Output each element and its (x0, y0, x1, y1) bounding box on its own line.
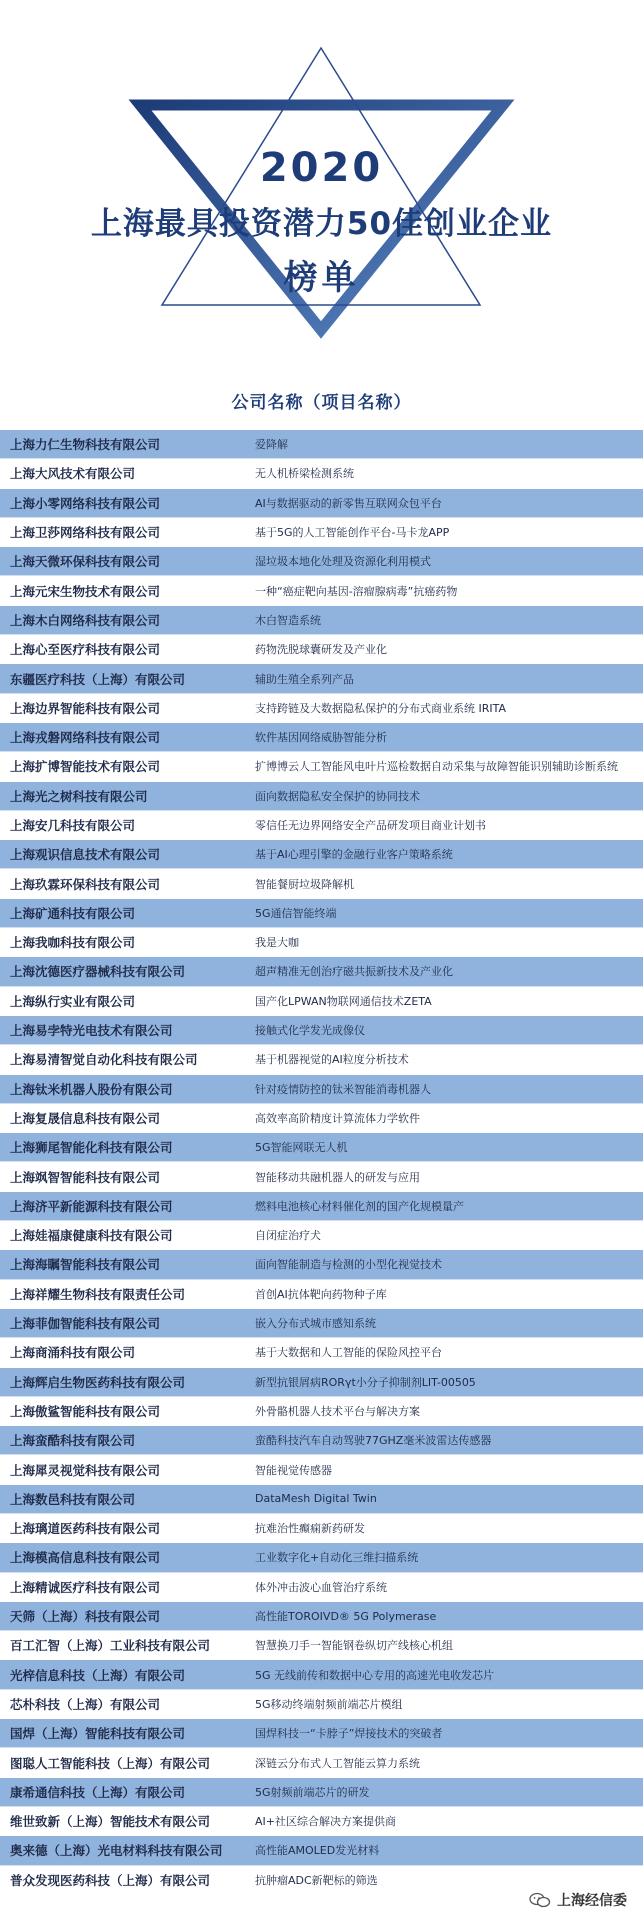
table-row (0, 1514, 643, 1543)
table-row (0, 1778, 643, 1807)
project-name: 药物洗脱球囊研发及产业化 (255, 643, 387, 657)
project-name: 5G通信智能终端 (255, 906, 337, 920)
table-row (0, 1250, 643, 1279)
project-name: 我是大咖 (255, 936, 299, 950)
page-subtitle: 榜单 (283, 258, 360, 298)
project-name: 辅助生殖全系列产品 (255, 672, 354, 686)
project-name: 零信任无边界网络安全产品研发项目商业计划书 (255, 819, 486, 832)
project-name: 智能餐厨垃圾降解机 (255, 877, 354, 891)
project-name: 深链云分布式人工智能云算力系统 (255, 1756, 420, 1770)
table-row (0, 664, 643, 693)
company-name: 天筛（上海）科技有限公司 (10, 1609, 161, 1625)
table-row (0, 1133, 643, 1162)
project-name: 基于AI心理引擎的金融行业客户策略系统 (255, 848, 453, 862)
table-row (0, 635, 643, 664)
company-name: 上海心至医疗科技有限公司 (10, 642, 161, 658)
table-row (0, 1104, 643, 1133)
table-row (0, 1397, 643, 1426)
project-name: 接触式化学发光成像仪 (255, 1024, 365, 1038)
project-name: 高性能AMOLED发光材料 (255, 1844, 380, 1858)
table-row (0, 752, 643, 781)
company-name: 上海戎磐网络科技有限公司 (10, 730, 161, 746)
project-name: 支持跨链及大数据隐私保护的分布式商业系统 IRITA (255, 701, 507, 715)
company-name: 上海辉启生物医药科技有限公司 (10, 1374, 186, 1390)
project-name: 无人机桥梁检测系统 (255, 467, 354, 481)
company-name: 上海傲鲨智能科技有限公司 (10, 1403, 161, 1419)
column-header: 公司名称（项目名称） (231, 393, 412, 413)
table-row (0, 576, 643, 605)
company-name: 上海易清智觉自动化科技有限公司 (10, 1052, 198, 1068)
company-name: 上海狮尾智能化科技有限公司 (10, 1140, 173, 1156)
table-row (0, 606, 643, 635)
header-banner (0, 0, 643, 340)
company-name: 图聪人工智能科技（上海）有限公司 (10, 1755, 211, 1771)
company-name: 上海边界智能科技有限公司 (10, 700, 161, 716)
table-row (0, 1631, 643, 1660)
footer-account-name: 上海经信委 (557, 1893, 627, 1909)
company-name: 上海卫莎网络科技有限公司 (10, 525, 161, 541)
table-row (0, 1719, 643, 1748)
project-name: 湿垃圾本地化处理及资源化利用模式 (255, 555, 431, 569)
company-name: 上海木白网络科技有限公司 (10, 612, 161, 628)
project-name: 国产化LPWAN物联网通信技术ZETA (255, 994, 432, 1008)
table-row (0, 1338, 643, 1367)
table-row (0, 1455, 643, 1484)
company-name: 上海复晟信息科技有限公司 (10, 1110, 161, 1126)
table-row (0, 1221, 643, 1250)
project-name: 国焊科技一“卡脖子”焊接技术的突破者 (255, 1727, 443, 1741)
company-name: 上海纵行实业有限公司 (10, 993, 136, 1009)
company-name: 上海海瞩智能科技有限公司 (10, 1257, 161, 1273)
company-name: 上海易孛特光电技术有限公司 (10, 1023, 173, 1039)
table-row (0, 1807, 643, 1836)
company-name: 上海安几科技有限公司 (10, 818, 136, 833)
project-name: 燃料电池核心材料催化剂的国产化规模量产 (255, 1199, 464, 1213)
company-name: 上海蛮酷科技有限公司 (10, 1433, 136, 1449)
table-row (0, 899, 643, 928)
table-row (0, 1368, 643, 1397)
project-name: 5G 无线前传和数据中心专用的高速光电收发芯片 (255, 1668, 495, 1682)
company-name: 奥来德（上海）光电材料科技有限公司 (10, 1843, 223, 1859)
table-row (0, 459, 643, 488)
table-row (0, 811, 643, 840)
company-name: 上海矿通科技有限公司 (10, 905, 136, 921)
company-name: 上海犀灵视觉科技有限公司 (10, 1462, 161, 1478)
company-name: 上海数邑科技有限公司 (10, 1491, 136, 1507)
table-row (0, 1192, 643, 1221)
table-row (0, 1309, 643, 1338)
company-name: 上海模高信息科技有限公司 (10, 1550, 161, 1566)
table-row (0, 694, 643, 723)
table-row (0, 1485, 643, 1514)
project-name: 软件基因网络威胁智能分析 (255, 731, 387, 745)
table-row (0, 1280, 643, 1309)
company-name: 上海扩博智能技术有限公司 (10, 759, 161, 775)
table-row (0, 489, 643, 518)
company-name: 上海飒智智能科技有限公司 (10, 1169, 161, 1185)
company-name: 上海力仁生物科技有限公司 (10, 437, 161, 453)
company-name: 上海娃福康健康科技有限公司 (10, 1228, 173, 1244)
table-row (0, 1690, 643, 1719)
project-name: 木白智造系统 (255, 613, 321, 627)
table-row (0, 518, 643, 547)
company-name: 国焊（上海）智能科技有限公司 (10, 1726, 186, 1742)
project-name: 外骨骼机器人技术平台与解决方案 (255, 1404, 420, 1418)
company-name: 普众发现医药科技（上海）有限公司 (10, 1872, 211, 1888)
table-row (0, 430, 643, 459)
project-name: 嵌入分布式城市感知系统 (255, 1317, 376, 1331)
table-row (0, 1543, 643, 1572)
project-name: 扩博博云人工智能风电叶片巡检数据自动采集与故障智能识别辅助诊断系统 (255, 760, 618, 774)
company-name: 上海天微环保科技有限公司 (10, 554, 161, 570)
company-name: 上海大风技术有限公司 (10, 466, 136, 482)
project-name: DataMesh Digital Twin (255, 1492, 377, 1506)
table-row (0, 869, 643, 898)
company-name: 上海观识信息技术有限公司 (10, 847, 161, 863)
company-name: 百工汇智（上海）工业科技有限公司 (10, 1638, 211, 1654)
table-row (0, 1573, 643, 1602)
project-name: 针对疫情防控的钛米智能消毒机器人 (255, 1082, 431, 1096)
company-name: 上海元宋生物技术有限公司 (10, 583, 161, 599)
table-row (0, 1660, 643, 1689)
project-name: 5G移动终端射频前端芯片模组 (255, 1697, 403, 1711)
table-row (0, 547, 643, 576)
project-name: 智能移动共融机器人的研发与应用 (255, 1170, 420, 1184)
project-name: 智能视觉传感器 (255, 1463, 332, 1477)
project-name: 高性能TOROIVD® 5G Polymerase (255, 1610, 437, 1624)
table-row (0, 840, 643, 869)
company-name: 上海祥耀生物科技有限责任公司 (10, 1286, 186, 1302)
page-title: 上海最具投资潜力50佳创业企业 (90, 206, 553, 242)
project-name: 首创AI抗体靶向药物种子库 (255, 1287, 387, 1301)
table-row (0, 1045, 643, 1074)
year-label: 2020 (259, 145, 384, 191)
project-name: 抗难治性癫痫新药研发 (255, 1522, 365, 1536)
company-name: 上海璃道医药科技有限公司 (10, 1521, 161, 1537)
project-name: 基于5G的人工智能创作平台-马卡龙APP (255, 526, 450, 540)
company-name: 芯朴科技（上海）有限公司 (10, 1696, 161, 1712)
table-row (0, 1426, 643, 1455)
project-name: 自闭症治疗犬 (255, 1229, 321, 1243)
table-row (0, 1748, 643, 1777)
project-name: 面向智能制造与检测的小型化视觉技术 (255, 1258, 442, 1272)
project-name: 新型抗银屑病RORγt小分子抑制剂LIT-00505 (255, 1375, 476, 1389)
table-row (0, 782, 643, 811)
table-row (0, 928, 643, 957)
project-name: 5G智能网联无人机 (255, 1141, 348, 1155)
table-row (0, 987, 643, 1016)
table-row (0, 723, 643, 752)
company-name: 上海济平新能源科技有限公司 (10, 1198, 173, 1214)
company-name: 光梓信息科技（上海）有限公司 (10, 1667, 186, 1683)
company-name: 上海钛米机器人股份有限公司 (10, 1081, 173, 1097)
company-name: 上海我咖科技有限公司 (10, 935, 136, 951)
table-row (0, 957, 643, 986)
project-name: 超声精准无创治疗磁共振新技术及产业化 (255, 965, 453, 979)
project-name: 高效率高阶精度计算流体力学软件 (255, 1111, 420, 1125)
company-name: 上海精诚医疗科技有限公司 (10, 1579, 161, 1595)
company-name: 上海光之树科技有限公司 (10, 788, 148, 804)
table-row (0, 1016, 643, 1045)
table-row (0, 1075, 643, 1104)
company-name: 东疆医疗科技（上海）有限公司 (10, 671, 186, 687)
table-row (0, 1836, 643, 1865)
project-name: 爱降解 (255, 438, 288, 452)
project-name: 一种“癌症靶向基因-溶瘤腺病毒”抗癌药物 (255, 584, 458, 598)
company-name: 上海菲伽智能科技有限公司 (10, 1316, 161, 1332)
project-name: 蛮酷科技汽车自动驾驶77GHZ毫米波雷达传感器 (255, 1434, 492, 1448)
project-name: 体外冲击波心血管治疗系统 (255, 1580, 387, 1594)
footer-watermark (529, 1890, 627, 1910)
project-name: 面向数据隐私安全保护的协同技术 (255, 789, 420, 803)
company-name: 上海沈德医疗器械科技有限公司 (10, 964, 186, 980)
company-name: 康希通信科技（上海）有限公司 (10, 1784, 186, 1800)
project-name: 5G射频前端芯片的研发 (255, 1785, 370, 1799)
wechat-icon (529, 1892, 551, 1908)
project-name: AI与数据驱动的新零售互联网众包平台 (255, 496, 442, 510)
project-name: 基于大数据和人工智能的保险风控平台 (255, 1346, 442, 1360)
project-name: 工业数字化+自动化三维扫描系统 (255, 1551, 419, 1565)
company-name: 上海玖霖环保科技有限公司 (10, 876, 161, 892)
project-name: 基于机器视觉的AI粒度分析技术 (255, 1053, 409, 1067)
project-name: 智慧换刀手一智能钢卷纵切产线核心机组 (255, 1639, 453, 1653)
table-row (0, 1162, 643, 1191)
company-name: 上海小零网络科技有限公司 (10, 495, 161, 511)
table-row (0, 1602, 643, 1631)
project-name: 抗肿瘤ADC新靶标的筛选 (255, 1873, 378, 1887)
project-name: AI+社区综合解决方案提供商 (255, 1815, 396, 1829)
company-name: 维世致新（上海）智能技术有限公司 (10, 1814, 211, 1830)
company-name: 上海商涌科技有限公司 (10, 1345, 136, 1361)
company-list (0, 430, 643, 1895)
